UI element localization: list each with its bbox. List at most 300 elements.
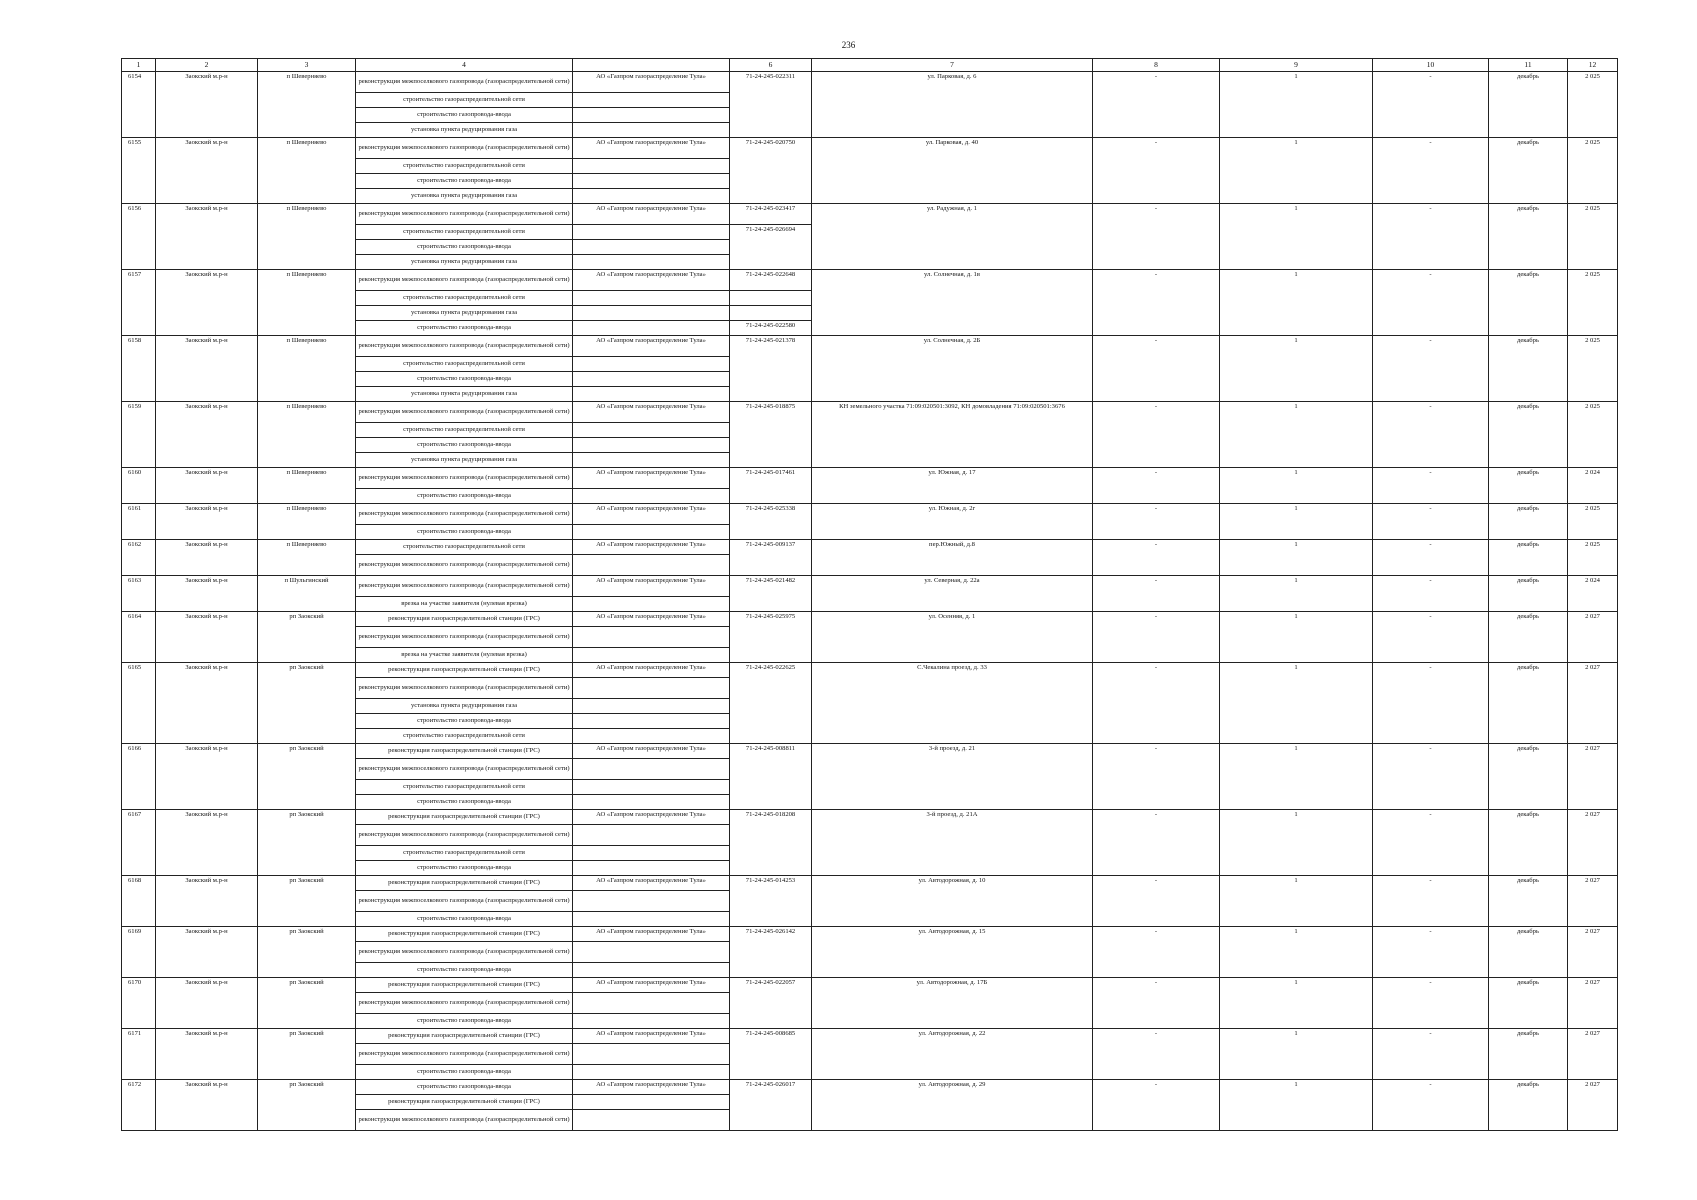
locality-cell: рп Заокский [258,927,356,978]
capacity-cell: - [1093,1029,1220,1080]
year-cell: 2 027 [1568,927,1618,978]
code-cell: 71-24-245-014253 [730,876,812,927]
locality-cell: рп Заокский [258,612,356,663]
address-cell: ул. Автодорожная, д. 29 [812,1080,1093,1131]
district-cell: Заокский м.р-н [156,402,258,468]
year-cell: 2 027 [1568,663,1618,744]
column-10-cell: - [1373,138,1489,204]
column-10-cell: - [1373,540,1489,576]
column-10-cell: - [1373,402,1489,468]
code-cell: 71-24-245-025975 [730,612,812,663]
district-cell: Заокский м.р-н [156,744,258,810]
record-number: 6167 [122,810,156,876]
count-cell: 1 [1220,1029,1373,1080]
record-number: 6158 [122,336,156,402]
record-number: 6168 [122,876,156,927]
work-type-cell: реконструкция межпоселкового газопровода (газораспределительной сети) [356,759,573,780]
year-cell: 2 027 [1568,810,1618,876]
year-cell: 2 025 [1568,138,1618,204]
address-cell: ул. Солнечная, д. 1в [812,270,1093,336]
year-cell: 2 027 [1568,744,1618,810]
code-cell: 71-24-245-021482 [730,576,812,612]
header-col-12: 12 [1568,59,1618,72]
code-cell: 71-24-245-008685 [730,1029,812,1080]
month-cell: декабрь [1489,810,1568,876]
table-row [122,1080,1618,1095]
capacity-cell: - [1093,336,1220,402]
organization-cell-empty [573,699,730,714]
header-col-5 [573,59,730,72]
work-type-cell: строительство газораспределительной сети [356,540,573,555]
organization-cell-empty [573,1065,730,1080]
address-cell: пер.Южный, д.8 [812,540,1093,576]
month-cell: декабрь [1489,468,1568,504]
organization-cell: АО «Газпром газораспределение Тула» [573,876,730,891]
organization-cell-empty [573,93,730,108]
organization-cell-empty [573,714,730,729]
district-cell: Заокский м.р-н [156,810,258,876]
district-cell: Заокский м.р-н [156,1080,258,1131]
organization-cell-empty [573,795,730,810]
record-number: 6156 [122,204,156,270]
locality-cell: п Шеверняево [258,540,356,576]
capacity-cell: - [1093,540,1220,576]
organization-cell-empty [573,993,730,1014]
locality-cell: рп Заокский [258,876,356,927]
work-type-cell: реконструкция межпоселкового газопровода (газораспределительной сети) [356,72,573,93]
record-number: 6157 [122,270,156,336]
organization-cell-empty [573,597,730,612]
month-cell: декабрь [1489,978,1568,1029]
table-row [122,204,1618,225]
header-col-4: 4 [356,59,573,72]
code-cell: 71-24-245-025338 [730,504,812,540]
header-col-6: 6 [730,59,812,72]
organization-cell-empty [573,825,730,846]
header-col-9: 9 [1220,59,1373,72]
work-type-cell: строительство газораспределительной сети [356,225,573,240]
work-type-cell: установка пункта редуцирования газа [356,189,573,204]
year-cell: 2 027 [1568,876,1618,927]
organization-cell-empty [573,942,730,963]
work-type-cell: реконструкция межпоселкового газопровода (газораспределительной сети) [356,336,573,357]
work-type-cell: реконструкция межпоселкового газопровода (газораспределительной сети) [356,1110,573,1131]
organization-cell-empty [573,861,730,876]
year-cell: 2 027 [1568,612,1618,663]
organization-cell-empty [573,1014,730,1029]
work-type-cell: реконструкция межпоселкового газопровода (газораспределительной сети) [356,138,573,159]
work-type-cell: установка пункта редуцирования газа [356,387,573,402]
locality-cell: рп Заокский [258,978,356,1029]
year-cell: 2 027 [1568,1080,1618,1131]
work-type-cell: установка пункта редуцирования газа [356,453,573,468]
organization-cell: АО «Газпром газораспределение Тула» [573,927,730,942]
table-row [122,270,1618,291]
code-cell: 71-24-245-009137 [730,540,812,576]
organization-cell-empty [573,489,730,504]
record-number: 6160 [122,468,156,504]
table-row [122,576,1618,597]
capacity-cell: - [1093,663,1220,744]
work-type-cell: реконструкция межпоселкового газопровода (газораспределительной сети) [356,468,573,489]
count-cell: 1 [1220,1080,1373,1131]
organization-cell-empty [573,225,730,240]
organization-cell-empty [573,321,730,336]
code-cell: 71-24-245-022057 [730,978,812,1029]
organization-cell-empty [573,1110,730,1131]
work-type-cell: установка пункта редуцирования газа [356,123,573,138]
column-10-cell: - [1373,468,1489,504]
organization-cell-empty [573,648,730,663]
work-type-cell: реконструкция газораспределительной станции (ГРС) [356,1095,573,1110]
organization-cell-empty [573,306,730,321]
district-cell: Заокский м.р-н [156,540,258,576]
work-type-cell: реконструкция межпоселкового газопровода (газораспределительной сети) [356,678,573,699]
work-type-cell: строительство газораспределительной сети [356,423,573,438]
locality-cell: рп Заокский [258,810,356,876]
work-type-cell: строительство газораспределительной сети [356,846,573,861]
column-10-cell: - [1373,978,1489,1029]
count-cell: 1 [1220,744,1373,810]
code-cell: 71-24-245-026142 [730,927,812,978]
column-10-cell: - [1373,927,1489,978]
organization-cell-empty [573,780,730,795]
column-10-cell: - [1373,204,1489,270]
work-type-cell: реконструкция межпоселкового газопровода (газораспределительной сети) [356,891,573,912]
table-row [122,402,1618,423]
capacity-cell: - [1093,402,1220,468]
code-cell: 71-24-245-021378 [730,336,812,402]
page-number: 236 [841,40,856,50]
work-type-cell: реконструкция газораспределительной станции (ГРС) [356,1029,573,1044]
year-cell: 2 025 [1568,402,1618,468]
capacity-cell: - [1093,468,1220,504]
record-number: 6155 [122,138,156,204]
work-type-cell: реконструкция газораспределительной станции (ГРС) [356,612,573,627]
district-cell: Заокский м.р-н [156,138,258,204]
table-row [122,663,1618,678]
locality-cell: п Шеверняево [258,138,356,204]
district-cell: Заокский м.р-н [156,612,258,663]
record-number: 6165 [122,663,156,744]
district-cell: Заокский м.р-н [156,927,258,978]
organization-cell-empty [573,729,730,744]
work-type-cell: строительство газопровода-ввода [356,372,573,387]
capacity-cell: - [1093,744,1220,810]
locality-cell: рп Заокский [258,744,356,810]
organization-cell: АО «Газпром газораспределение Тула» [573,612,730,627]
month-cell: декабрь [1489,876,1568,927]
table-row [122,927,1618,942]
code-cell: 71-24-245-018208 [730,810,812,876]
work-type-cell: реконструкция межпоселкового газопровода (газораспределительной сети) [356,1044,573,1065]
code-cell-empty [730,306,812,321]
record-number: 6154 [122,72,156,138]
count-cell: 1 [1220,927,1373,978]
organization-cell: АО «Газпром газораспределение Тула» [573,744,730,759]
capacity-cell: - [1093,504,1220,540]
header-col-1: 1 [122,59,156,72]
address-cell: ул. Осенняя, д. 1 [812,612,1093,663]
column-10-cell: - [1373,612,1489,663]
district-cell: Заокский м.р-н [156,1029,258,1080]
work-type-cell: строительство газопровода-ввода [356,861,573,876]
month-cell: декабрь [1489,576,1568,612]
locality-cell: п Шульгинский [258,576,356,612]
column-10-cell: - [1373,810,1489,876]
organization-cell-empty [573,189,730,204]
address-cell: ул. Автодорожная, д. 17Б [812,978,1093,1029]
work-type-cell: строительство газопровода-ввода [356,174,573,189]
year-cell: 2 024 [1568,576,1618,612]
work-type-cell: строительство газопровода-ввода [356,1080,573,1095]
address-cell: ул. Автодорожная, д. 15 [812,927,1093,978]
capacity-cell: - [1093,270,1220,336]
work-type-cell: строительство газораспределительной сети [356,357,573,372]
organization-cell-empty [573,759,730,780]
locality-cell: п Шеверняево [258,204,356,270]
header-col-2: 2 [156,59,258,72]
code-cell: 71-24-245-026694 [730,225,812,270]
organization-cell-empty [573,453,730,468]
code-cell: 71-24-245-018875 [730,402,812,468]
organization-cell-empty [573,159,730,174]
record-number: 6163 [122,576,156,612]
work-type-cell: реконструкция межпоселкового газопровода (газораспределительной сети) [356,270,573,291]
organization-cell: АО «Газпром газораспределение Тула» [573,72,730,93]
locality-cell: рп Заокский [258,663,356,744]
work-type-cell: реконструкция межпоселкового газопровода (газораспределительной сети) [356,504,573,525]
capacity-cell: - [1093,1080,1220,1131]
record-number: 6166 [122,744,156,810]
organization-cell: АО «Газпром газораспределение Тула» [573,270,730,291]
locality-cell: рп Заокский [258,1029,356,1080]
work-type-cell: установка пункта редуцирования газа [356,699,573,714]
work-type-cell: строительство газопровода-ввода [356,963,573,978]
locality-cell: п Шеверняево [258,504,356,540]
code-cell: 71-24-245-026017 [730,1080,812,1131]
organization-cell: АО «Газпром газораспределение Тула» [573,810,730,825]
work-type-cell: строительство газопровода-ввода [356,489,573,504]
count-cell: 1 [1220,402,1373,468]
year-cell: 2 027 [1568,978,1618,1029]
year-cell: 2 025 [1568,204,1618,270]
work-type-cell: реконструкция межпоселкового газопровода (газораспределительной сети) [356,627,573,648]
count-cell: 1 [1220,72,1373,138]
district-cell: Заокский м.р-н [156,72,258,138]
work-type-cell: реконструкция межпоселкового газопровода (газораспределительной сети) [356,825,573,846]
work-type-cell: установка пункта редуцирования газа [356,255,573,270]
table-row [122,1029,1618,1044]
district-cell: Заокский м.р-н [156,978,258,1029]
organization-cell: АО «Газпром газораспределение Тула» [573,336,730,357]
work-type-cell: строительство газопровода-ввода [356,438,573,453]
work-type-cell: строительство газораспределительной сети [356,159,573,174]
month-cell: декабрь [1489,927,1568,978]
column-10-cell: - [1373,1080,1489,1131]
organization-cell: АО «Газпром газораспределение Тула» [573,663,730,678]
column-10-cell: - [1373,504,1489,540]
district-cell: Заокский м.р-н [156,876,258,927]
month-cell: декабрь [1489,270,1568,336]
work-type-cell: строительство газопровода-ввода [356,1014,573,1029]
organization-cell-empty [573,678,730,699]
month-cell: декабрь [1489,72,1568,138]
record-number: 6162 [122,540,156,576]
capacity-cell: - [1093,204,1220,270]
month-cell: декабрь [1489,1029,1568,1080]
column-10-cell: - [1373,270,1489,336]
header-col-10: 10 [1373,59,1489,72]
locality-cell: п Шеверняево [258,402,356,468]
column-10-cell: - [1373,876,1489,927]
code-cell-empty [730,291,812,306]
month-cell: декабрь [1489,1080,1568,1131]
district-cell: Заокский м.р-н [156,576,258,612]
work-type-cell: реконструкция газораспределительной станции (ГРС) [356,744,573,759]
capacity-cell: - [1093,810,1220,876]
record-number: 6164 [122,612,156,663]
count-cell: 1 [1220,336,1373,402]
district-cell: Заокский м.р-н [156,468,258,504]
work-type-cell: реконструкция газораспределительной станции (ГРС) [356,978,573,993]
work-type-cell: строительство газопровода-ввода [356,108,573,123]
organization-cell-empty [573,174,730,189]
work-type-cell: реконструкция газораспределительной станции (ГРС) [356,663,573,678]
address-cell: ул. Северная, д. 22а [812,576,1093,612]
year-cell: 2 025 [1568,336,1618,402]
code-cell: 71-24-245-022648 [730,270,812,291]
organization-cell: АО «Газпром газораспределение Тула» [573,138,730,159]
organization-cell-empty [573,372,730,387]
count-cell: 1 [1220,663,1373,744]
table-row [122,744,1618,759]
work-type-cell: реконструкция межпоселкового газопровода (газораспределительной сети) [356,555,573,576]
district-cell: Заокский м.р-н [156,504,258,540]
header-col-11: 11 [1489,59,1568,72]
work-type-cell: реконструкция межпоселкового газопровода (газораспределительной сети) [356,402,573,423]
count-cell: 1 [1220,876,1373,927]
month-cell: декабрь [1489,204,1568,270]
address-cell: 3-й проезд, д. 21А [812,810,1093,876]
organization-cell-empty [573,438,730,453]
column-10-cell: - [1373,744,1489,810]
year-cell: 2 025 [1568,504,1618,540]
organization-cell-empty [573,291,730,306]
address-cell: 3-й проезд, д. 21 [812,744,1093,810]
capacity-cell: - [1093,612,1220,663]
column-10-cell: - [1373,336,1489,402]
month-cell: декабрь [1489,504,1568,540]
locality-cell: рп Заокский [258,1080,356,1131]
plan-table [121,58,1618,1131]
count-cell: 1 [1220,204,1373,270]
locality-cell: п Шеверняево [258,468,356,504]
table-row [122,540,1618,555]
district-cell: Заокский м.р-н [156,663,258,744]
table-row [122,138,1618,159]
work-type-cell: реконструкция межпоселкового газопровода (газораспределительной сети) [356,204,573,225]
district-cell: Заокский м.р-н [156,204,258,270]
address-cell: ул. Автодорожная, д. 10 [812,876,1093,927]
locality-cell: п Шеверняево [258,270,356,336]
count-cell: 1 [1220,504,1373,540]
organization-cell: АО «Газпром газораспределение Тула» [573,468,730,489]
work-type-cell: врезка на участке заявителя (нулевая врезка) [356,648,573,663]
organization-cell-empty [573,627,730,648]
month-cell: декабрь [1489,612,1568,663]
organization-cell: АО «Газпром газораспределение Тула» [573,504,730,525]
organization-cell: АО «Газпром газораспределение Тула» [573,540,730,555]
organization-cell: АО «Газпром газораспределение Тула» [573,402,730,423]
organization-cell-empty [573,891,730,912]
work-type-cell: строительство газопровода-ввода [356,1065,573,1080]
header-col-7: 7 [812,59,1093,72]
work-type-cell: строительство газораспределительной сети [356,780,573,795]
address-cell: ул. Парковая, д. 6 [812,72,1093,138]
address-cell: ул. Южная, д. 17 [812,468,1093,504]
table-row [122,504,1618,525]
organization-cell-empty [573,912,730,927]
work-type-cell: строительство газопровода-ввода [356,240,573,255]
work-type-cell: реконструкция газораспределительной станции (ГРС) [356,810,573,825]
count-cell: 1 [1220,540,1373,576]
locality-cell: п Шеверняево [258,72,356,138]
header-row [122,59,1618,72]
table-row [122,978,1618,993]
record-number: 6172 [122,1080,156,1131]
code-cell: 71-24-245-022580 [730,321,812,336]
month-cell: декабрь [1489,663,1568,744]
work-type-cell: врезка на участке заявителя (нулевая врезка) [356,597,573,612]
organization-cell-empty [573,1095,730,1110]
organization-cell-empty [573,108,730,123]
table-row [122,468,1618,489]
column-10-cell: - [1373,576,1489,612]
work-type-cell: реконструкция межпоселкового газопровода (газораспределительной сети) [356,576,573,597]
work-type-cell: строительство газораспределительной сети [356,291,573,306]
organization-cell: АО «Газпром газораспределение Тула» [573,1080,730,1095]
code-cell: 71-24-245-017461 [730,468,812,504]
work-type-cell: строительство газораспределительной сети [356,93,573,108]
year-cell: 2 025 [1568,540,1618,576]
year-cell: 2 025 [1568,270,1618,336]
work-type-cell: строительство газопровода-ввода [356,714,573,729]
column-10-cell: - [1373,72,1489,138]
organization-cell-empty [573,963,730,978]
record-number: 6170 [122,978,156,1029]
table-row [122,72,1618,93]
column-10-cell: - [1373,1029,1489,1080]
work-type-cell: реконструкция межпоселкового газопровода (газораспределительной сети) [356,942,573,963]
code-cell: 71-24-245-008811 [730,744,812,810]
record-number: 6171 [122,1029,156,1080]
work-type-cell: строительство газораспределительной сети [356,729,573,744]
month-cell: декабрь [1489,402,1568,468]
table-row [122,336,1618,357]
work-type-cell: реконструкция газораспределительной станции (ГРС) [356,927,573,942]
code-cell: 71-24-245-022311 [730,72,812,138]
code-cell: 71-24-245-020750 [730,138,812,204]
district-cell: Заокский м.р-н [156,270,258,336]
table-row [122,612,1618,627]
work-type-cell: реконструкция газораспределительной станции (ГРС) [356,876,573,891]
address-cell: ул. Солнечная, д. 2Б [812,336,1093,402]
organization-cell-empty [573,525,730,540]
address-cell: С.Чекалина проезд, д. 33 [812,663,1093,744]
address-cell: ул. Радужная, д. 1 [812,204,1093,270]
code-cell: 71-24-245-022625 [730,663,812,744]
